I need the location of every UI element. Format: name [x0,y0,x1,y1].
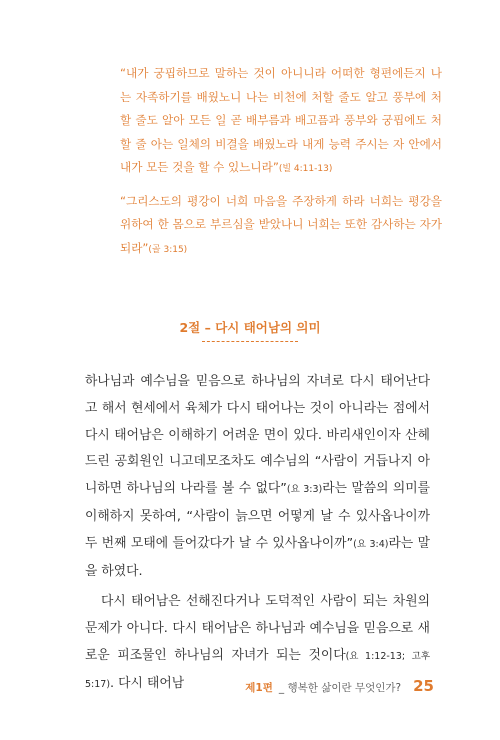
page-footer [245,677,434,695]
paragraph-text: . 다시 태어남 [110,675,185,691]
paragraph-text: 하나님과 예수님을 믿음으로 하나님의 자녀로 다시 태어난다고 해서 현세에서 육체가 다시 태어나는 것이 아니라는 점에서 다시 태어남은 이해하기 어려운 면이 있다. 바리새인이자 산헤드린 공회원인 니고데모조차도 예수님의 “사람이 거듭나지 아니하면 하나님의 나라를 볼 수 없다” [85,374,430,497]
scripture-quote-1 [120,62,442,182]
inline-reference: (요 3:4) [353,538,389,550]
quote-text: “내가 궁핍하므로 말하는 것이 아니니라 어떠한 형편에든지 나는 자족하기를 배웠노니 나는 비천에 처할 줄도 알고 풍부에 처할 줄도 알아 모든 일 곧 배부름과 배고픔과 풍부와 궁핍에도 처할 줄 아는 일체의 비결을 배웠노라 내게 능력 주시는 자 안에서 내가 모든 것을 할 수 있느니라” [120,66,442,174]
quote-text: “그리스도의 평강이 너희 마음을 주장하게 하라 너희는 평강을 위하여 한 몸으로 부르심을 받았나니 너희는 또한 감사하는 자가 되라” [120,193,442,255]
heading-underline [202,341,298,342]
quote-reference: (골 3:15) [148,244,188,255]
paragraph-text: 라는 말씀의 의미를 이해하지 못하여, “사람이 늙으면 어떻게 날 수 있사옵나이까 두 번째 모태에 들어갔다가 날 수 있사옵나이까” [85,481,430,551]
running-title: _ 행복한 삶이란 무엇인가? [278,682,402,694]
quote-reference: (빌 4:11-13) [278,164,333,174]
part-label: 제1편 [245,682,273,694]
scripture-quote-block [120,62,442,270]
section-heading: 2절 – 다시 태어남의 의미 [179,320,321,335]
inline-reference: (요 3:3) [286,484,323,496]
page-number: 25 [413,677,434,695]
paragraph-1 [85,369,430,585]
scripture-quote-2 [120,190,442,263]
paragraph-text: 라는 말을 하였다. [85,535,430,579]
inline-reference: (요 1:12-13; 고후 5:17) [85,650,430,690]
paragraph-text: 다시 태어남은 선해진다거나 도덕적인 사람이 되는 차원의 문제가 아니다. 다시 태어남은 하나님과 예수님을 믿음으로 새로운 피조물인 하나님의 자녀가 되는 것이다 [85,594,430,663]
body-text [85,369,430,699]
